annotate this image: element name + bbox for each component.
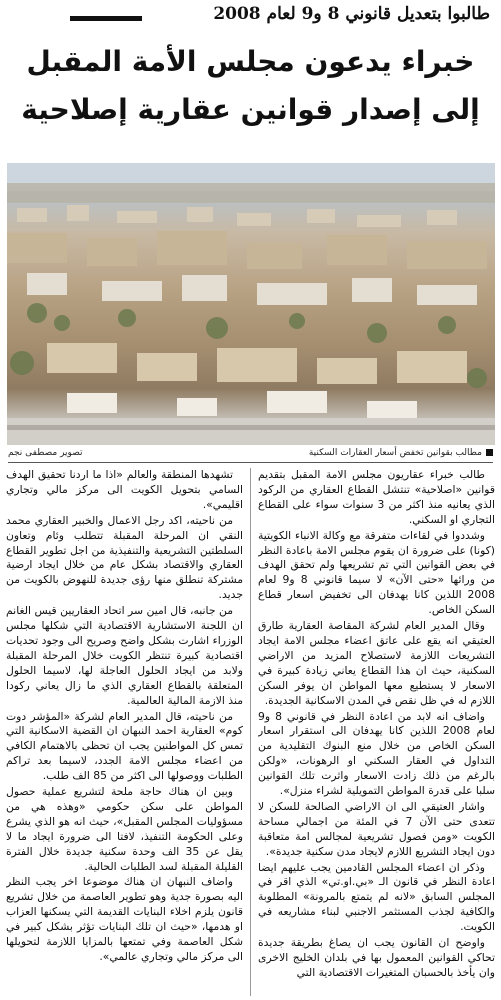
photo-caption [309, 448, 493, 458]
article-photo [7, 163, 495, 445]
paragraph: واضاف النبهان ان هناك موضوعا اخر يجب النظر اليه بصورة جدية وهو تطوير العاصمة من خلال تشريع قانون يلزم اخلاء البنايات القديمة التي يسكنها العزاب او هدمها، «حيث ان تلك البنايات تؤثر بشكل كبير في شكل العاصمة وفي تمتعها بالمزايا اللازمة لتحويلها الى مركز مالي وتجاري عالمي». [6, 875, 243, 963]
paragraph: تشهدها المنطقة والعالم «اذا ما اردنا تحقيق الهدف السامي بتحويل الكويت الى مركز مالي وتجاري اقليمي». [6, 468, 243, 511]
caption-divider [8, 462, 493, 463]
article-column-left [6, 468, 243, 996]
paragraph: طالب خبراء عقاريون مجلس الامة المقبل بتقديم قوانين «اصلاحية» تنتشل القطاع العقاري من الركود الذي يعانيه منذ اكثر من 3 سنوات سواء على القطاع التجاري او السكني. [258, 468, 495, 526]
paragraph: واوضح ان القانون يجب ان يصاغ بطريقة جديدة تحاكي القوانين المعمول بها في بلدان الخليج الاخرى وان يأخذ بالحسبان المتغيرات الاقتصادية التي [258, 936, 495, 979]
kicker-rule [70, 16, 142, 21]
paragraph: وبين ان هناك حاجة ملحة لتشريع عملية حصول المواطن على سكن حكومي «وهذه هي من مسؤوليات المجلس المقبل»، حيث انه هو الذي يشرع وعلى الحكومة التنفيذ، لافتا الى ضرورة ايجاد ما لا يقل عن 35 الف وحدة سكنية جديدة خلال الفترة القليلة المقبلة لسد الطلبات الحالية. [6, 785, 243, 873]
paragraph: من ناحيته، قال المدير العام لشركة «المؤشر دوت كوم» العقارية احمد النبهان ان القضية الاسكانية التي تمس كل المواطنين يجب ان تحظى بالاهتمام الكافي من اعضاء مجلس الامة الجدد، لاسيما بعد تراكم الطلبات ووصولها الى اكثر من 85 الف طلب. [6, 709, 243, 783]
kicker: طالبوا بتعديل قانوني 8 و9 لعام 2008 [213, 4, 490, 24]
city-aerial-image [7, 163, 495, 445]
kicker-line [70, 4, 490, 32]
paragraph: واضاف انه لابد من اعادة النظر في قانوني 8 و9 لعام 2008 اللذين كانا يهدفان الى استقرار اسعار السكن الخاص من خلال منع البنوك التقليدية من التداول في العقار السكني او الرهونات، «ولكن بالرغم من ذلك زادت الاسعار واثرت تلك القوانين سلبا على قدرة المواطن التمويلية لشراء منزل». [258, 709, 495, 798]
paragraph: وشددوا في لقاءات متفرقة مع وكالة الانباء الكويتية (كونا) على ضرورة ان يقوم مجلس الامة باعادة النظر في بعض القوانين التي تم تشريعها ولم تحقق الهدف من ورائها «حتى الآن» لا سيما قانوني 8 و9 لعام 2008 اللذين كانا يهدفان الى تخفيض اسعار قطاع السكن الخاص. [258, 528, 495, 617]
caption-bullet-icon [486, 449, 493, 456]
article-column-right [258, 468, 495, 996]
headline: خبراء يدعون مجلس الأمة المقبل إلى إصدار قوانين عقارية إصلاحية [21, 45, 480, 126]
paragraph: وقال المدير العام لشركة المقاصة العقارية طارق العتيقي انه يقع على عاتق اعضاء مجلس الامة ايجاد التشريعات اللازمة لاستصلاح المزيد من الاراضي السكنية، حيث ان هذا القطاع يعاني زيادة كبيرة في الاسعار لا يستطيع معها المواطن ان يوفر السكن اللازم له في ظل نقص في المدن الاسكانية الجديدة. [258, 619, 495, 707]
paragraph: وذكر ان اعضاء المجلس القادمين يجب عليهم ايضا اعادة النظر في قانون الـ «بي.او.تي» الذي اقر في المجلس السابق «لانه لم يتمتع بالمرونة» المطلوبة والكافية لجذب المستثمر الاجنبي لبناء مشاريعه في الكويت. [258, 860, 495, 934]
column-divider [250, 468, 251, 996]
paragraph: واشار العتيقي الى ان الاراضي الصالحة للسكن لا تتعدى حتى الآن 7 في المئة من اجمالي مساحة الكويت «ومن فصول تشريعية لمجالس امة متعاقبة دون ايجاد التشريع اللازم لايجاد مدن سكنية جديدة». [258, 799, 495, 858]
paragraph: من جانبه، قال امين سر اتحاد العقاريين قيس الغانم ان اللجنة الاستشارية الاقتصادية التي شكلها مجلس الوزراء اشارت بشكل واضح وصريح الى وجود تحديات اقتصادية كبيرة تنتظر الكويت خلال المرحلة المقبلة ولابد من ايجاد الحلول العاجلة لها، لاسيما الحلول المتعلقة بالقطاع العقاري الذي ما زال يعاني ركودا منذ الازمة المالية العالمية. [6, 604, 243, 707]
photo-caption-text: مطالب بقوانين تخفض أسعار العقارات السكنية [308, 448, 482, 458]
photo-credit: تصوير مصطفى نجم [8, 448, 83, 458]
paragraph: من ناحيته، اكد رجل الاعمال والخبير العقاري محمد النقي ان المرحلة المقبلة تتطلب وئام وتعاون السلطتين التشريعية والتنفيذية من اجل تطوير القطاع العقاري والاقتصاد بشكل عام من خلال ايجاد ارضية مشتركة تنطلق منها رؤى جديدة للنهوض بالكويت من جديد. [6, 513, 243, 602]
